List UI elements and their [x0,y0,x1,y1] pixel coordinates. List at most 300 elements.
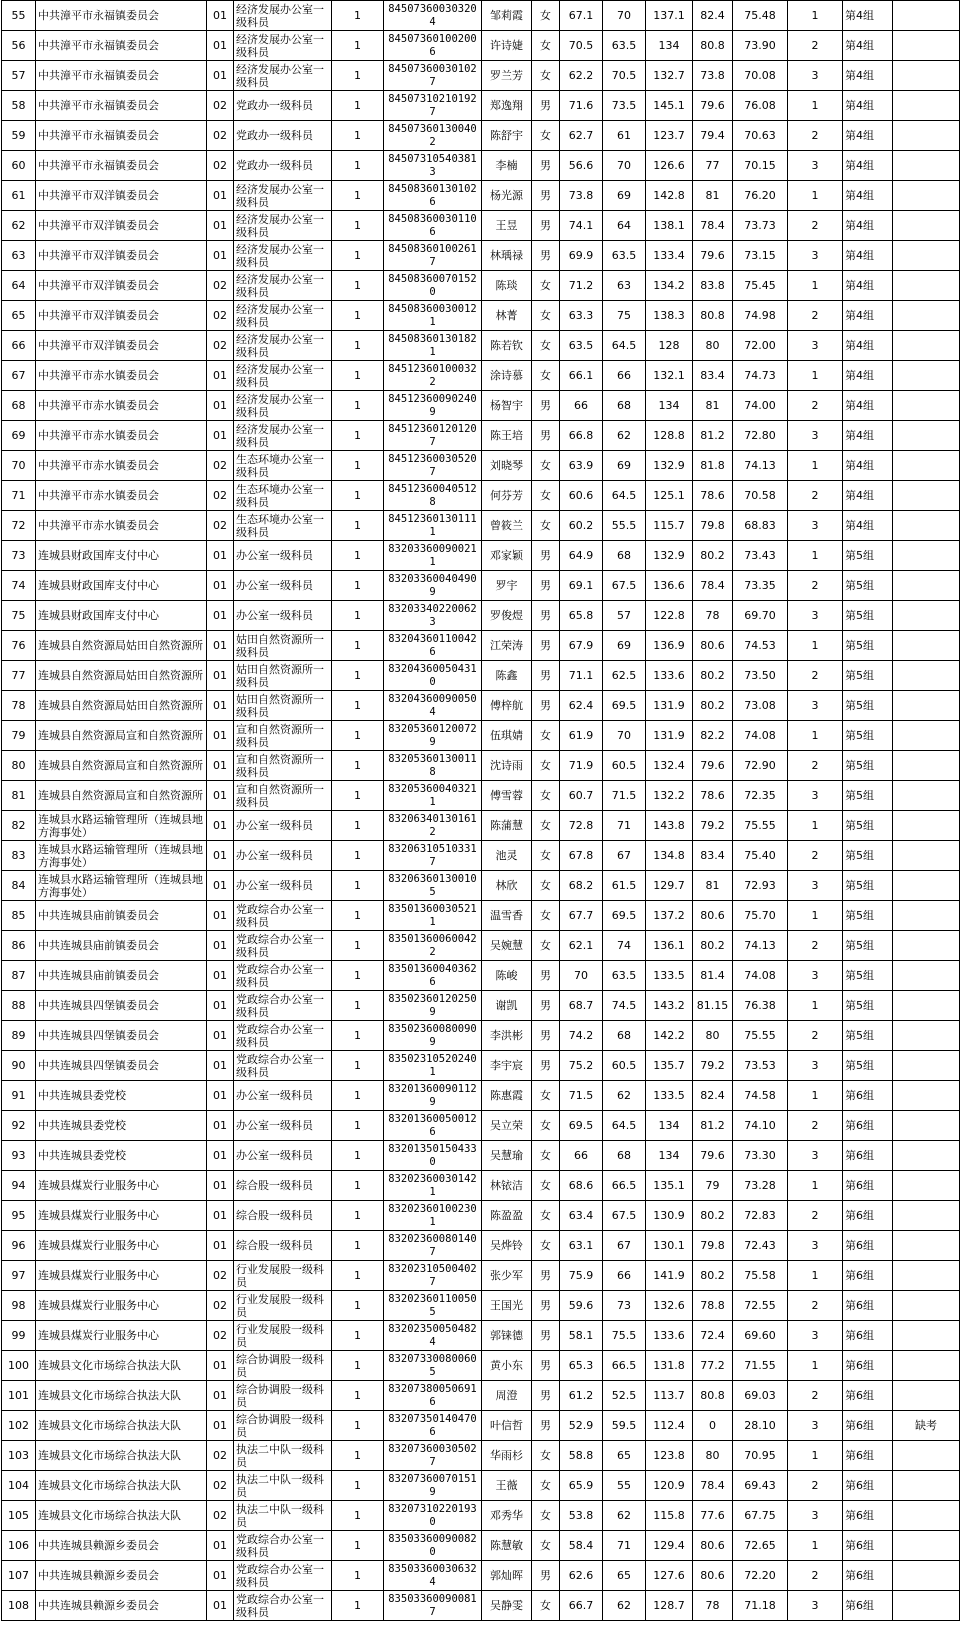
hire-count-cell: 1 [332,1501,384,1531]
exam-number-cell: 845083600301106 [384,211,482,241]
unit-cell: 连城县文化市场综合执法大队 [36,1501,207,1531]
position-code-cell: 01 [207,721,234,751]
table-row [2,31,960,61]
table-row [2,1111,960,1141]
group-cell: 第5组 [843,751,893,781]
unit-cell: 中共连城县委党校 [36,1081,207,1111]
seq-cell: 86 [2,931,36,961]
hire-count-cell: 1 [332,1,384,31]
table-row [2,1021,960,1051]
final-score-cell: 72.80 [733,421,788,451]
written-score-a-cell: 67.1 [560,1,603,31]
written-score-a-cell: 61.2 [560,1381,603,1411]
group-cell: 第4组 [843,91,893,121]
position-code-cell: 01 [207,781,234,811]
interview-score-cell: 81.2 [693,421,733,451]
remark-cell [893,31,960,61]
candidate-name-cell: 陈王培 [482,421,532,451]
rank-cell: 3 [788,151,843,181]
unit-cell: 连城县文化市场综合执法大队 [36,1411,207,1441]
exam-number-cell: 845073600301027 [384,61,482,91]
rank-cell: 2 [788,1201,843,1231]
written-score-a-cell: 63.1 [560,1231,603,1261]
position-name-cell: 办公室一级科员 [234,811,332,841]
exam-number-cell: 835033600900820 [384,1531,482,1561]
hire-count-cell: 1 [332,211,384,241]
seq-cell: 56 [2,31,36,61]
written-total-cell: 134 [646,31,693,61]
table-row [2,901,960,931]
table-row [2,991,960,1021]
written-score-b-cell: 55.5 [603,511,646,541]
position-name-cell: 经济发展办公室一级科员 [234,391,332,421]
gender-cell: 女 [532,1591,560,1621]
seq-cell: 97 [2,1261,36,1291]
hire-count-cell: 1 [332,1081,384,1111]
position-name-cell: 党政综合办公室一级科员 [234,931,332,961]
interview-score-cell: 80.8 [693,301,733,331]
unit-cell: 连城县自然资源局宣和自然资源所 [36,751,207,781]
seq-cell: 100 [2,1351,36,1381]
group-cell: 第4组 [843,1,893,31]
final-score-cell: 74.53 [733,631,788,661]
written-score-a-cell: 66 [560,391,603,421]
unit-cell: 连城县水路运输管理所（连城县地方海事处） [36,811,207,841]
remark-cell [893,1021,960,1051]
table-row [2,1471,960,1501]
exam-number-cell: 832073600701519 [384,1471,482,1501]
position-name-cell: 办公室一级科员 [234,601,332,631]
exam-number-cell: 835013600403626 [384,961,482,991]
table-row [2,481,960,511]
hire-count-cell: 1 [332,691,384,721]
group-cell: 第5组 [843,961,893,991]
written-score-b-cell: 67.5 [603,571,646,601]
written-score-a-cell: 70 [560,961,603,991]
written-score-b-cell: 65 [603,1441,646,1471]
unit-cell: 中共连城县赖源乡委员会 [36,1561,207,1591]
rank-cell: 1 [788,181,843,211]
unit-cell: 中共漳平市永福镇委员会 [36,31,207,61]
hire-count-cell: 1 [332,781,384,811]
position-name-cell: 生态环境办公室一级科员 [234,511,332,541]
final-score-cell: 72.93 [733,871,788,901]
seq-cell: 84 [2,871,36,901]
written-score-a-cell: 71.6 [560,91,603,121]
position-name-cell: 执法二中队一级科员 [234,1501,332,1531]
gender-cell: 女 [532,31,560,61]
unit-cell: 连城县文化市场综合执法大队 [36,1441,207,1471]
position-name-cell: 宣和自然资源所一级科员 [234,751,332,781]
rank-cell: 2 [788,481,843,511]
hire-count-cell: 1 [332,1381,384,1411]
group-cell: 第6组 [843,1321,893,1351]
position-code-cell: 02 [207,1441,234,1471]
written-score-b-cell: 60.5 [603,751,646,781]
position-code-cell: 01 [207,61,234,91]
group-cell: 第5组 [843,901,893,931]
gender-cell: 男 [532,241,560,271]
written-score-a-cell: 74.1 [560,211,603,241]
seq-cell: 57 [2,61,36,91]
position-code-cell: 01 [207,901,234,931]
hire-count-cell: 1 [332,1141,384,1171]
position-code-cell: 01 [207,1141,234,1171]
final-score-cell: 73.50 [733,661,788,691]
remark-cell [893,1381,960,1411]
position-name-cell: 综合协调股一级科员 [234,1411,332,1441]
written-score-b-cell: 62 [603,421,646,451]
interview-score-cell: 80.6 [693,1531,733,1561]
written-score-a-cell: 65.9 [560,1471,603,1501]
seq-cell: 70 [2,451,36,481]
seq-cell: 96 [2,1231,36,1261]
unit-cell: 中共连城县四堡镇委员会 [36,1051,207,1081]
written-score-a-cell: 53.8 [560,1501,603,1531]
written-score-b-cell: 67 [603,841,646,871]
position-name-cell: 姑田自然资源所一级科员 [234,631,332,661]
gender-cell: 男 [532,1021,560,1051]
written-score-a-cell: 58.8 [560,1441,603,1471]
interview-score-cell: 83.8 [693,271,733,301]
remark-cell [893,841,960,871]
written-score-b-cell: 73 [603,1291,646,1321]
position-name-cell: 党政综合办公室一级科员 [234,1531,332,1561]
rank-cell: 3 [788,1051,843,1081]
group-cell: 第5组 [843,1051,893,1081]
seq-cell: 105 [2,1501,36,1531]
group-cell: 第4组 [843,271,893,301]
gender-cell: 男 [532,541,560,571]
final-score-cell: 72.55 [733,1291,788,1321]
seq-cell: 89 [2,1021,36,1051]
remark-cell [893,871,960,901]
hire-count-cell: 1 [332,1411,384,1441]
rank-cell: 1 [788,721,843,751]
seq-cell: 76 [2,631,36,661]
remark-cell [893,1291,960,1321]
rank-cell: 3 [788,511,843,541]
interview-score-cell: 82.4 [693,1081,733,1111]
position-code-cell: 01 [207,811,234,841]
unit-cell: 连城县财政国库支付中心 [36,541,207,571]
candidate-name-cell: 王昱 [482,211,532,241]
gender-cell: 女 [532,1531,560,1561]
written-total-cell: 123.7 [646,121,693,151]
candidate-name-cell: 涂诗慕 [482,361,532,391]
unit-cell: 连城县自然资源局宣和自然资源所 [36,781,207,811]
hire-count-cell: 1 [332,151,384,181]
written-score-b-cell: 64 [603,211,646,241]
exam-number-cell: 845083600701520 [384,271,482,301]
hire-count-cell: 1 [332,931,384,961]
gender-cell: 男 [532,421,560,451]
group-cell: 第4组 [843,31,893,61]
seq-cell: 104 [2,1471,36,1501]
written-score-b-cell: 61 [603,121,646,151]
written-total-cell: 129.7 [646,871,693,901]
remark-cell [893,961,960,991]
position-name-cell: 党政办一级科员 [234,151,332,181]
group-cell: 第5组 [843,721,893,751]
gender-cell: 男 [532,1411,560,1441]
written-total-cell: 123.8 [646,1441,693,1471]
position-code-cell: 01 [207,391,234,421]
rank-cell: 1 [788,1261,843,1291]
group-cell: 第6组 [843,1561,893,1591]
interview-score-cell: 78.6 [693,781,733,811]
gender-cell: 女 [532,1201,560,1231]
written-total-cell: 127.6 [646,1561,693,1591]
unit-cell: 中共漳平市永福镇委员会 [36,61,207,91]
written-score-a-cell: 68.7 [560,991,603,1021]
group-cell: 第6组 [843,1351,893,1381]
position-code-cell: 02 [207,1471,234,1501]
position-name-cell: 宣和自然资源所一级科员 [234,721,332,751]
position-name-cell: 综合协调股一级科员 [234,1381,332,1411]
position-code-cell: 01 [207,691,234,721]
written-score-b-cell: 62.5 [603,661,646,691]
gender-cell: 女 [532,361,560,391]
written-total-cell: 129.4 [646,1531,693,1561]
hire-count-cell: 1 [332,1291,384,1321]
position-name-cell: 经济发展办公室一级科员 [234,421,332,451]
candidate-name-cell: 池灵 [482,841,532,871]
remark-cell [893,1591,960,1621]
rank-cell: 1 [788,1,843,31]
group-cell: 第6组 [843,1141,893,1171]
position-code-cell: 01 [207,181,234,211]
interview-score-cell: 78 [693,601,733,631]
remark-cell [893,1501,960,1531]
rank-cell: 1 [788,631,843,661]
group-cell: 第4组 [843,61,893,91]
rank-cell: 3 [788,1141,843,1171]
unit-cell: 中共连城县四堡镇委员会 [36,1021,207,1051]
seq-cell: 90 [2,1051,36,1081]
remark-cell [893,511,960,541]
group-cell: 第6组 [843,1441,893,1471]
written-score-b-cell: 59.5 [603,1411,646,1441]
unit-cell: 中共连城县委党校 [36,1111,207,1141]
gender-cell: 女 [532,871,560,901]
written-score-b-cell: 73.5 [603,91,646,121]
candidate-name-cell: 李楠 [482,151,532,181]
final-score-cell: 70.95 [733,1441,788,1471]
remark-cell [893,211,960,241]
hire-count-cell: 1 [332,271,384,301]
hire-count-cell: 1 [332,481,384,511]
candidate-name-cell: 曾筱兰 [482,511,532,541]
written-score-a-cell: 66 [560,1141,603,1171]
unit-cell: 中共漳平市双洋镇委员会 [36,331,207,361]
group-cell: 第4组 [843,181,893,211]
hire-count-cell: 1 [332,751,384,781]
table-row [2,1051,960,1081]
hire-count-cell: 1 [332,451,384,481]
gender-cell: 男 [532,991,560,1021]
interview-score-cell: 80 [693,331,733,361]
written-total-cell: 131.8 [646,1351,693,1381]
candidate-name-cell: 谢凯 [482,991,532,1021]
rank-cell: 2 [788,121,843,151]
unit-cell: 连城县文化市场综合执法大队 [36,1381,207,1411]
candidate-name-cell: 伍琪婧 [482,721,532,751]
position-code-cell: 02 [207,1321,234,1351]
final-score-cell: 74.08 [733,961,788,991]
table-row [2,1201,960,1231]
candidate-name-cell: 罗俊煜 [482,601,532,631]
written-total-cell: 125.1 [646,481,693,511]
gender-cell: 女 [532,271,560,301]
seq-cell: 64 [2,271,36,301]
remark-cell [893,181,960,211]
final-score-cell: 74.08 [733,721,788,751]
seq-cell: 82 [2,811,36,841]
written-total-cell: 136.6 [646,571,693,601]
rank-cell: 2 [788,391,843,421]
group-cell: 第5组 [843,871,893,901]
exam-number-cell: 832023105004027 [384,1261,482,1291]
written-total-cell: 133.6 [646,1321,693,1351]
written-total-cell: 112.4 [646,1411,693,1441]
position-code-cell: 01 [207,1381,234,1411]
written-total-cell: 134 [646,1111,693,1141]
hire-count-cell: 1 [332,1171,384,1201]
table-row [2,1561,960,1591]
candidate-name-cell: 邹莉霞 [482,1,532,31]
written-total-cell: 135.1 [646,1171,693,1201]
group-cell: 第5组 [843,661,893,691]
remark-cell [893,451,960,481]
gender-cell: 女 [532,931,560,961]
position-code-cell: 02 [207,151,234,181]
seq-cell: 99 [2,1321,36,1351]
gender-cell: 女 [532,121,560,151]
group-cell: 第5组 [843,1021,893,1051]
final-score-cell: 72.65 [733,1531,788,1561]
seq-cell: 65 [2,301,36,331]
gender-cell: 女 [532,1171,560,1201]
exam-number-cell: 832063601300105 [384,871,482,901]
hire-count-cell: 1 [332,1561,384,1591]
candidate-name-cell: 林欣 [482,871,532,901]
gender-cell: 女 [532,1501,560,1531]
exam-number-cell: 845083600300121 [384,301,482,331]
candidate-name-cell: 郭灿晖 [482,1561,532,1591]
written-score-b-cell: 66 [603,1261,646,1291]
unit-cell: 中共漳平市双洋镇委员会 [36,181,207,211]
remark-cell [893,1321,960,1351]
final-score-cell: 74.98 [733,301,788,331]
exam-number-cell: 832043600504310 [384,661,482,691]
position-name-cell: 综合协调股一级科员 [234,1351,332,1381]
unit-cell: 连城县煤炭行业服务中心 [36,1321,207,1351]
seq-cell: 75 [2,601,36,631]
exam-number-cell: 845123600902409 [384,391,482,421]
hire-count-cell: 1 [332,871,384,901]
position-code-cell: 01 [207,211,234,241]
hire-count-cell: 1 [332,1471,384,1501]
written-score-a-cell: 73.8 [560,181,603,211]
gender-cell: 女 [532,1471,560,1501]
group-cell: 第5组 [843,571,893,601]
interview-score-cell: 81.4 [693,961,733,991]
hire-count-cell: 1 [332,811,384,841]
position-code-cell: 01 [207,1231,234,1261]
written-total-cell: 130.9 [646,1201,693,1231]
seq-cell: 93 [2,1141,36,1171]
gender-cell: 女 [532,301,560,331]
gender-cell: 男 [532,1051,560,1081]
interview-score-cell: 78 [693,1591,733,1621]
position-name-cell: 党政综合办公室一级科员 [234,1591,332,1621]
rank-cell: 1 [788,1081,843,1111]
gender-cell: 女 [532,901,560,931]
interview-score-cell: 80.8 [693,1381,733,1411]
written-total-cell: 135.7 [646,1051,693,1081]
rank-cell: 3 [788,241,843,271]
hire-count-cell: 1 [332,1021,384,1051]
position-name-cell: 经济发展办公室一级科员 [234,361,332,391]
exam-number-cell: 832033402200623 [384,601,482,631]
position-code-cell: 01 [207,961,234,991]
table-row [2,601,960,631]
position-name-cell: 经济发展办公室一级科员 [234,1,332,31]
hire-count-cell: 1 [332,961,384,991]
written-score-a-cell: 63.9 [560,451,603,481]
hire-count-cell: 1 [332,511,384,541]
position-code-cell: 01 [207,751,234,781]
final-score-cell: 74.58 [733,1081,788,1111]
seq-cell: 58 [2,91,36,121]
final-score-cell: 73.35 [733,571,788,601]
table-row [2,631,960,661]
rank-cell: 1 [788,451,843,481]
table-row [2,91,960,121]
group-cell: 第6组 [843,1231,893,1261]
exam-number-cell: 835033600306324 [384,1561,482,1591]
written-score-a-cell: 63.5 [560,331,603,361]
position-name-cell: 经济发展办公室一级科员 [234,241,332,271]
group-cell: 第4组 [843,421,893,451]
candidate-name-cell: 杨智宇 [482,391,532,421]
unit-cell: 中共漳平市双洋镇委员会 [36,241,207,271]
written-score-a-cell: 52.9 [560,1411,603,1441]
unit-cell: 中共漳平市永福镇委员会 [36,1,207,31]
gender-cell: 女 [532,1081,560,1111]
position-code-cell: 01 [207,871,234,901]
written-score-a-cell: 66.7 [560,1591,603,1621]
table-row [2,511,960,541]
rank-cell: 1 [788,811,843,841]
table-row [2,391,960,421]
table-row [2,931,960,961]
interview-score-cell: 80 [693,1021,733,1051]
unit-cell: 中共漳平市双洋镇委员会 [36,271,207,301]
gender-cell: 男 [532,661,560,691]
position-name-cell: 执法二中队一级科员 [234,1441,332,1471]
position-code-cell: 01 [207,661,234,691]
position-name-cell: 经济发展办公室一级科员 [234,31,332,61]
position-name-cell: 党政综合办公室一级科员 [234,901,332,931]
position-name-cell: 党政办一级科员 [234,121,332,151]
gender-cell: 女 [532,451,560,481]
final-score-cell: 72.90 [733,751,788,781]
candidate-name-cell: 王国光 [482,1291,532,1321]
written-score-b-cell: 70 [603,151,646,181]
group-cell: 第4组 [843,361,893,391]
